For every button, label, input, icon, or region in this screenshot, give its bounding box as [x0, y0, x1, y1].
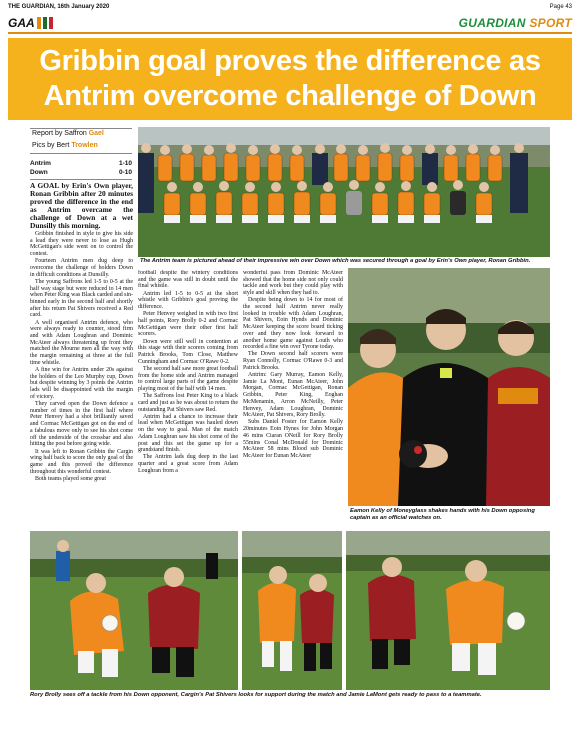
page-header	[8, 4, 572, 14]
score-rule	[30, 179, 132, 180]
headline-banner	[8, 38, 572, 120]
brand-row	[8, 14, 572, 34]
handshake-photo-image	[348, 268, 550, 506]
team-photo-image	[138, 127, 550, 257]
team-photo	[138, 127, 550, 257]
match-photo-brolly-image	[30, 531, 238, 690]
pics-byline: Pics by Bert Trowlen	[32, 142, 98, 149]
paper-date: THE GUARDIAN, 16th January 2020	[8, 4, 110, 10]
score-down: Down 0-10	[30, 169, 132, 176]
bottom-photos-caption: Rory Brolly sees off a tackle from his Down opponent, Cargin's Pat Shivers looks for support during the match and Jamie LaMont gets ready to pass to a teammate.	[30, 692, 482, 698]
headline-line-2: Antrim overcome challenge of Down	[43, 80, 537, 112]
article-column-2: football despite the wintery conditions and the game was still in doubt until the final whistle. Antrim led 1-5 to 0-5 at the short whistle with Gribbin's goal proving the difference. Peter Henvey weighed in with two first half points, Rory Brolly 0-2 and Cormac McGettigan were their other first half scorers. Down were still well in contention at this stage with their scorers coming from Patrick Brooks, Tom Close, Matthew Cunningham and Cormac O'Rawe 0-2. The second half saw more great football from the home side and Antrim managed to control large parts of the game despite playing most of the half with 14 men. The Saffrons lost Peter King to a black card and just as he was about to return the outstanding Pat Shivers saw Red. Antrim had a chance to increase their lead when McGettigan was hauled down on the way to goal. Man of the match Adam Loughran saw his shot come of the post and this set the game up for a grandstand finish. The Antrim lads dug deep in the last quarter and a great score from Adam Loughran from a	[138, 270, 238, 474]
handshake-photo-caption: Eamon Kelly of Moneyglass shakes hands with his Down opposing captain as an official watches on.	[350, 508, 535, 521]
handshake-photo	[348, 268, 550, 506]
match-photo-brolly	[30, 531, 238, 690]
article-column-3: wonderful pass from Dominic McAteer showed that the home side not only could tackle and work but they could play with style and skill when they had to. Despite being down to 14 for most of the second half Antrim never really looked in trouble with Adam Loughran, Pat Shivers, Eoin Hynds and Dominic McAteer keeping the score board ticking over and they now look forward to another home game against Louth who recorded a fine win over Tyrone today. The Down second half scorers were Ryan Connolly, Cormac O'Rawe 0-3 and Patrick Brooks. Antrim: Gary Murray, Eamon Kelly, Jamie La Mont, Eunan McAteer, John Morgan, Cormac McGettigan, Ronan Gribbin, Peter King, Eoghan McMenamin, Arron McNeilly, Peter Henvey, Adam Loughran, Dominic McAteer, Pat Shivers, Rory Brolly. Subs Daniel Foster for Eamon Kelly 20minutes Eoin Hynes for John Morgan 46 mins Ciaran ONeill for Rory Brolly 55mins Conal McDonald for Dominic McAteer 58 mins Blood sub Dominic McAteer for Eunan McAteer	[243, 270, 343, 459]
match-photo-lamont-image	[346, 531, 550, 690]
byline-rule-bottom	[30, 153, 132, 154]
flag-stripe-orange	[37, 17, 41, 29]
match-photo-shivers-image	[242, 531, 342, 690]
flag-stripe-red	[49, 17, 53, 29]
guardian-sport-logo: GUARDIAN SPORT	[458, 16, 572, 30]
byline-rule-top	[30, 128, 132, 129]
headline-line-1: Gribbin goal proves the difference as	[39, 45, 541, 77]
page-number: Page 43	[549, 4, 572, 10]
score-antrim: Antrim 1-10	[30, 160, 132, 167]
article-lead: A GOAL by Erin's Own player, Ronan Gribbin after 20 minutes proved the difference in the end as Antrim overcame the challenge of Down at a wet Dunsilly this morning.	[30, 182, 133, 230]
gaa-section-logo: GAA	[8, 16, 53, 30]
match-photo-shivers	[242, 531, 342, 690]
article-column-1: A GOAL by Erin's Own player, Ronan Gribbin after 20 minutes proved the difference in the end as Antrim overcame the challenge of Down at a wet Dunsilly this morning. Gribbin finished in style to give his side a lead they were never to lose as Hugh McGettigan's side went on to control the contest. Fourteen Antrim men dug deep to overcome the challenge of holders Down in difficult conditions at Dunsilly. The young Saffrons led 1-5 to 0-5 at the half way stage but were reduced to 14 men when Peter King was Black carded and sin-binned early in the second half and shortly after his return Pat Shivers received a Red card. A well organised Antrim defence, who were always ready to counter, stood firm and with Adam Loughran and Dominic McAteer always threatening up front they matched the Mourne men all the way with the margin remaining at three at the full time whistle. A fine win for Antrim under 20s against the holders of the Leo Murphy cup, Down but despite winning by 3 points the Antrim lads will be disappointed with the margin of victory. They carved open the Down defence a number of times in the first half where Peter Henvey had a shot brilliantly saved and Cormac McGettigan got on the end of a fabulous move only to see his shot come off the underside of the crossbar and also hitting the post before going wide. It was left to Ronan Gribbin the Cargin wing half back to score the only goal of the game and this proved the difference throughout this wonderful contest. Both teams played some great	[30, 182, 133, 482]
flag-stripe-green	[43, 17, 47, 29]
team-photo-caption: The Antrim team is pictured ahead of their impressive win over Down which was secured through a goal by Erin's Own player, Ronan Gribbin.	[140, 258, 531, 264]
match-photo-lamont	[346, 531, 550, 690]
report-byline: Report by Saffron Gael	[32, 130, 104, 137]
